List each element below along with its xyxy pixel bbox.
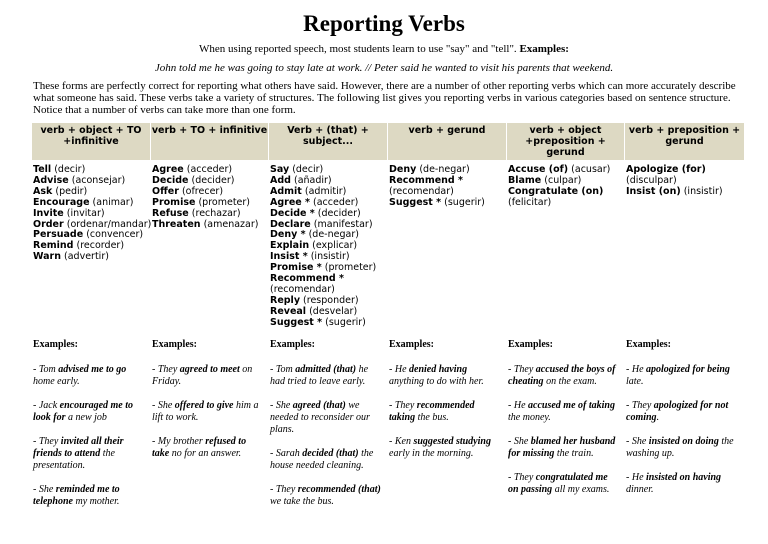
verb-translation: (ofrecer) <box>181 185 224 197</box>
verb-translation: (insistir) <box>683 185 723 197</box>
example-subject: Tom <box>38 364 59 375</box>
example-rest: on Friday. <box>152 364 253 387</box>
column-header: Verb + (that) + subject... <box>268 123 387 160</box>
example-subject: She <box>631 436 649 447</box>
example-verb-phrase: advised me to go <box>58 364 127 375</box>
verb-translation: (acceder) <box>186 164 233 175</box>
verb-word: Threaten <box>152 218 201 230</box>
verb-item <box>508 198 610 209</box>
example-rest: the house needed cleaning. <box>270 448 374 471</box>
verb-word: Reply <box>270 294 301 306</box>
verb-list <box>626 165 723 198</box>
example-rest: he had tried to leave early. <box>270 364 369 387</box>
verb-list <box>33 165 151 263</box>
example-sentence: - He accused me of taking the money. <box>508 400 615 423</box>
verb-word: Advise <box>33 174 69 186</box>
example-sentence: - They congratulated me on passing all my exams. <box>508 472 610 495</box>
verb-word: Invite <box>33 207 64 219</box>
example-rest: a new job <box>65 412 107 423</box>
example-sentence: - They agreed to meet on Friday. <box>152 364 253 387</box>
example-subject: Jack <box>38 400 60 411</box>
verb-translation: (desvelar) <box>309 305 358 317</box>
example-rest: . <box>656 412 660 423</box>
example-sentence: - They apologized for not coming. <box>626 400 729 423</box>
example-rest: on the exam. <box>543 376 597 387</box>
example-verb-phrase: refused to take <box>152 436 247 459</box>
verb-translation: (insistir) <box>310 251 350 263</box>
verb-word: Reveal <box>270 305 307 317</box>
example-sentence: - She insisted on doing the washing up. <box>626 436 734 459</box>
example-subject: He <box>631 472 647 483</box>
example-rest: we needed to reconsider our plans. <box>270 400 370 435</box>
examples-heading: Examples: <box>152 339 197 350</box>
verb-translation: (prometer) <box>198 196 250 208</box>
verb-translation: (sugerir) <box>444 196 485 208</box>
example-rest: my mother. <box>73 496 120 507</box>
example-sentence: - They recommended taking the bus. <box>389 400 475 423</box>
example-sentence: - Ken suggested studying early in the morning. <box>389 436 491 459</box>
example-rest: the bus. <box>415 412 449 423</box>
example-sentence: - He apologized for being late. <box>626 364 730 387</box>
column-header: verb + gerund <box>387 123 506 160</box>
example-subject: They <box>275 484 298 495</box>
verb-item <box>626 187 723 198</box>
verb-translation: (decider) <box>191 174 235 186</box>
verb-translation: (recorder) <box>76 240 125 252</box>
verb-translation: (decir) <box>292 164 324 175</box>
verb-word: Deny * <box>270 229 306 241</box>
example-verb-phrase: insisted on doing <box>648 436 719 447</box>
verb-word: Recommend * <box>389 174 463 186</box>
verb-translation: (pedir) <box>55 185 88 197</box>
example-sentence: - Tom advised me to go home early. <box>33 364 127 387</box>
verb-word: Suggest * <box>389 196 442 208</box>
verb-translation: (responder) <box>303 294 359 306</box>
examples-heading: Examples: <box>508 339 553 350</box>
verb-word: Agree <box>152 164 184 175</box>
example-verb-phrase: admitted (that) <box>295 364 357 375</box>
verb-translation: (explicar) <box>312 240 358 252</box>
verb-list <box>389 165 485 209</box>
examples-heading: Examples: <box>626 339 671 350</box>
verb-translation: (manifestar) <box>313 218 373 230</box>
example-sentence: - They recommended (that) we take the bus. <box>270 484 381 507</box>
verb-translation: (de-negar) <box>308 229 359 241</box>
example-sentence: - Tom admitted (that) he had tried to leave early. <box>270 364 369 387</box>
page-title: Reporting Verbs <box>303 11 465 36</box>
example-subject: He <box>631 364 647 375</box>
example-sentence: - Jack encouraged me to look for a new job <box>33 400 133 423</box>
verb-word: Blame <box>508 174 542 186</box>
verb-translation: (recomendar) <box>270 283 335 295</box>
verb-translation: (culpar) <box>544 174 582 186</box>
verb-list <box>508 165 610 209</box>
example-rest: the presentation. <box>33 448 115 471</box>
verb-word: Accuse (of) <box>508 164 569 175</box>
example-sentence: - He insisted on having dinner. <box>626 472 722 495</box>
verb-translation: (disculpar) <box>626 174 677 186</box>
example-subject: She <box>275 400 293 411</box>
example-subject: She <box>157 400 175 411</box>
example-sentence: - They accused the boys of cheating on the exam. <box>508 364 616 387</box>
example-rest: we take the bus. <box>270 496 334 507</box>
verb-word: Agree * <box>270 196 310 208</box>
example-subject: He <box>513 400 529 411</box>
example-rest: no for an answer. <box>169 448 242 459</box>
verb-word: Insist * <box>270 251 308 263</box>
example-rest: late. <box>626 376 644 387</box>
verb-translation: (admitir) <box>304 185 347 197</box>
example-verb-phrase: accused the boys of cheating <box>508 364 616 387</box>
example-rest: him a lift to work. <box>152 400 259 423</box>
verb-word: Say <box>270 164 290 175</box>
verb-item <box>152 220 258 231</box>
example-subject: They <box>513 364 536 375</box>
example-verb-phrase: agreed (that) <box>292 400 346 411</box>
verb-translation: (ordenar/mandar) <box>66 218 152 230</box>
verb-word: Congratulate (on) <box>508 185 604 197</box>
column-header: verb + object + TO +infinitive <box>31 123 150 160</box>
example-sentence: - She offered to give him a lift to work. <box>152 400 259 423</box>
verb-word: Insist (on) <box>626 185 681 197</box>
example-sentence: - He denied having anything to do with her. <box>389 364 484 387</box>
verb-word: Add <box>270 174 291 186</box>
verb-item <box>389 198 485 209</box>
verb-word: Persuade <box>33 229 84 241</box>
example-rest: the train. <box>554 448 594 459</box>
verb-word: Apologize (for) <box>626 164 706 175</box>
example-sentence: - My brother refused to take no for an answer. <box>152 436 247 459</box>
example-subject: She <box>38 484 56 495</box>
verb-item <box>270 318 376 329</box>
verb-translation: (animar) <box>92 196 134 208</box>
examples-heading: Examples: <box>33 339 78 350</box>
example-verb-phrase: apologized for not coming <box>626 400 729 423</box>
verb-translation: (acceder) <box>313 196 359 208</box>
example-verb-phrase: suggested studying <box>413 436 491 447</box>
verb-word: Declare <box>270 218 311 230</box>
verb-translation: (sugerir) <box>325 316 366 328</box>
example-verb-phrase: apologized for being <box>646 364 730 375</box>
example-subject: They <box>394 400 417 411</box>
verb-word: Order <box>33 218 64 230</box>
example-verb-phrase: denied having <box>409 364 468 375</box>
verb-word: Decide <box>152 174 189 186</box>
column-header: verb + TO + infinitive <box>150 123 268 160</box>
example-rest: all my exams. <box>552 484 610 495</box>
example-subject: She <box>513 436 531 447</box>
example-subject: Sarah <box>275 448 303 459</box>
verb-translation: (de-negar) <box>419 164 470 175</box>
example-rest: home early. <box>33 376 80 387</box>
verb-translation: (prometer) <box>324 262 377 274</box>
intro-examples-label: Examples: <box>519 43 569 55</box>
example-sentence: - Sarah decided (that) the house needed cleaning. <box>270 448 374 471</box>
verb-word: Decide * <box>270 207 315 219</box>
verb-translation: (decider) <box>317 207 361 219</box>
example-rest: dinner. <box>626 484 654 495</box>
example-rest: early in the morning. <box>389 448 474 459</box>
example-verb-phrase: decided (that) <box>302 448 359 459</box>
example-subject: They <box>157 364 180 375</box>
example-subject: My brother <box>157 436 206 447</box>
verb-translation: (añadir) <box>293 174 332 186</box>
verb-word: Suggest * <box>270 316 323 328</box>
example-subject: They <box>38 436 61 447</box>
example-sentence: - She blamed her husband for missing the train. <box>508 436 616 459</box>
verb-translation: (decir) <box>54 164 86 175</box>
verb-translation: (amenazar) <box>203 218 259 230</box>
column-header: verb + preposition + gerund <box>624 123 744 160</box>
example-sentence: - They invited all their friends to attend the presentation. <box>33 436 124 471</box>
verb-word: Encourage <box>33 196 90 208</box>
verb-word: Offer <box>152 185 179 197</box>
example-verb-phrase: congratulated me on passing <box>508 472 608 495</box>
intro-text <box>0 43 768 56</box>
example-subject: They <box>631 400 654 411</box>
verb-word: Tell <box>33 164 52 175</box>
example-verb-phrase: encouraged me to look for <box>33 400 133 423</box>
example-verb-phrase: insisted on having <box>646 472 722 483</box>
example-verb-phrase: recommended (that) <box>297 484 381 495</box>
verb-word: Promise * <box>270 262 322 274</box>
verb-word: Warn <box>33 251 61 263</box>
example-rest: the washing up. <box>626 436 734 459</box>
verb-translation: (felicitar) <box>508 196 552 208</box>
verb-translation: (advertir) <box>64 251 109 263</box>
example-sentence: - She reminded me to telephone my mother. <box>33 484 120 507</box>
verb-word: Ask <box>33 185 53 197</box>
example-verb-phrase: invited all their friends to attend <box>33 436 124 459</box>
example-sentences: John told me he was going to stay late at work. // Peter said he wanted to visit his parents that weekend. <box>154 62 614 74</box>
intro-sentence: When using reported speech, most students learn to use "say" and "tell". <box>199 43 517 55</box>
example-verb-phrase: accused me of taking <box>528 400 615 411</box>
verb-translation: (convencer) <box>86 229 144 241</box>
verb-translation: (recomendar) <box>389 185 454 197</box>
verb-word: Deny <box>389 164 417 175</box>
verb-item <box>33 252 151 263</box>
example-verb-phrase: offered to give <box>174 400 234 411</box>
verb-word: Refuse <box>152 207 189 219</box>
examples-heading: Examples: <box>270 339 315 350</box>
verb-word: Admit <box>270 185 302 197</box>
verb-list <box>270 165 376 329</box>
verb-word: Remind <box>33 240 74 252</box>
example-subject: He <box>394 364 410 375</box>
verb-translation: (invitar) <box>66 207 105 219</box>
example-verb-phrase: recommended taking <box>389 400 475 423</box>
example-sentence: - She agreed (that) we needed to reconsider our plans. <box>270 400 370 435</box>
verb-word: Recommend * <box>270 273 344 285</box>
verb-translation: (rechazar) <box>191 207 241 219</box>
example-verb-phrase: blamed her husband for missing <box>508 436 616 459</box>
verb-translation: (aconsejar) <box>71 174 126 186</box>
verb-translation: (acusar) <box>571 164 611 175</box>
example-verb-phrase: reminded me to telephone <box>33 484 120 507</box>
column-header: verb + object +preposition + gerund <box>506 123 624 160</box>
intro-paragraph: These forms are perfectly correct for reporting what others have said. However, there are a number of other reporting verbs which can more accurately describe what someone has said. These verbs take a variety of structures. The following list gives you reporting verbs in various categories based on sentence structure. Notice that a number of verbs can take more than one form. <box>33 80 736 116</box>
example-verb-phrase: agreed to meet <box>179 364 240 375</box>
verb-list <box>152 165 258 230</box>
examples-heading: Examples: <box>389 339 434 350</box>
example-rest: the money. <box>508 412 551 423</box>
example-subject: They <box>513 472 536 483</box>
example-subject: Tom <box>275 364 296 375</box>
example-rest: anything to do with her. <box>389 376 484 387</box>
verb-word: Promise <box>152 196 196 208</box>
example-subject: Ken <box>394 436 414 447</box>
verb-word: Explain <box>270 240 310 252</box>
